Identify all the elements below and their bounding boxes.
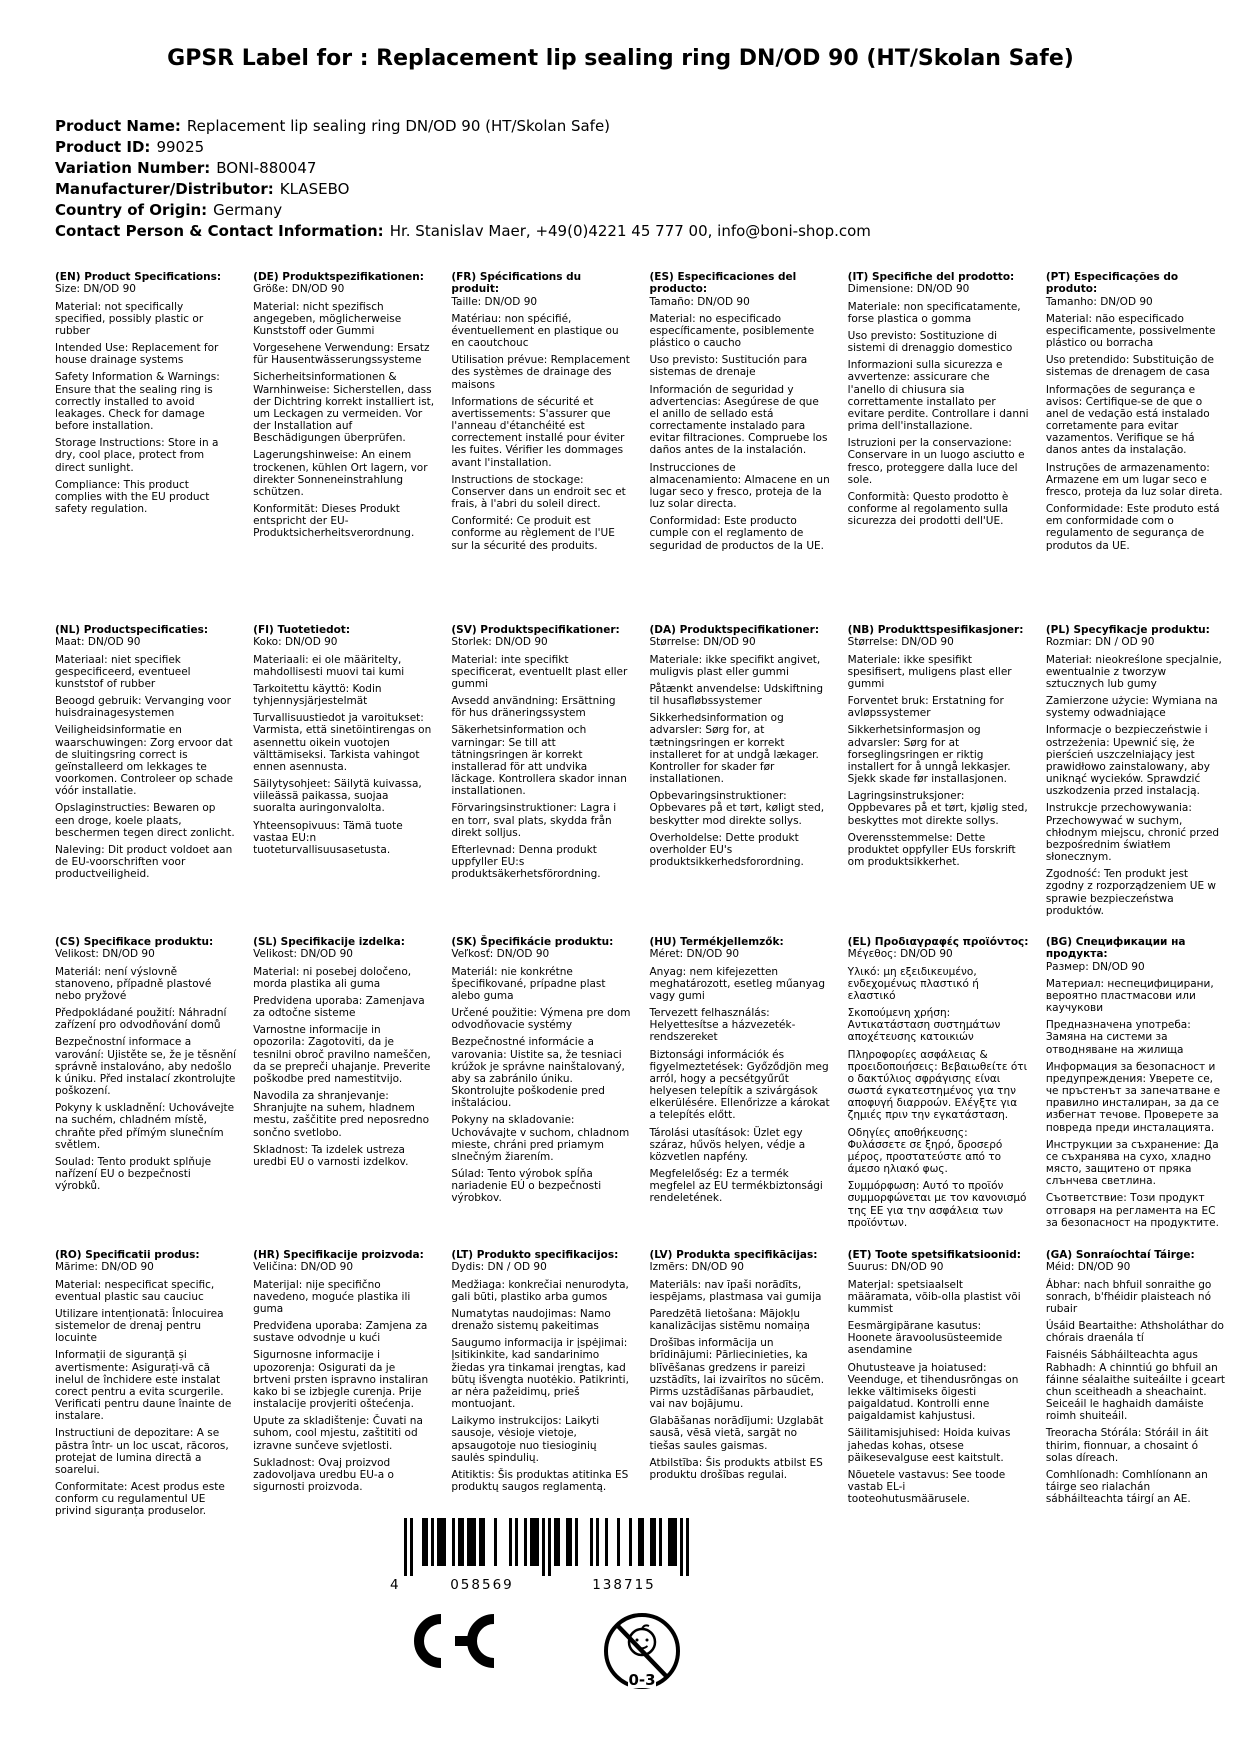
spec-paragraph: Tarkoitettu käyttö: Kodin tyhjennysjärjestelmät [253, 682, 382, 708]
product-info-label: Manufacturer/Distributor: [55, 180, 274, 199]
page-title: GPSR Label for : Replacement lip sealing ring DN/OD 90 (HT/Skolan Safe) [167, 46, 1074, 71]
spec-paragraph: Material: não especificado especificamente, possivelmente plástico ou borracha [1045, 312, 1216, 350]
spec-paragraph: Yhteensopivuus: Tämä tuote vastaa EU:n tuoteturvallisuusasetusta. [253, 819, 403, 856]
spec-paragraph: Lagringsinstruksjoner: Oppbevares på et tørt, kjølig sted, beskyttes mot direkte sollys. [847, 790, 1028, 827]
language-block-body [650, 296, 831, 552]
language-block [253, 271, 438, 539]
language-block-header: (DA) Produktspecifikationer: [649, 624, 820, 637]
language-block-header: (EN) Product Specifications: [55, 271, 222, 284]
language-block [451, 271, 636, 552]
spec-paragraph: Instructiuni de depozitare: A se păstra într- un loc uscat, răcoros, protejat de lumina directă a soarelui. [55, 1427, 229, 1476]
product-info-value: BONI-880047 [216, 159, 317, 178]
spec-paragraph: Faisnéis Sábháilteachta agus Rabhadh: A chinntiú go bhfuil an fáinne séalaithe suiteáilte i gceart chun sceitheadh a sheachaint. Seiceáil le haghaidh damáiste roimh shuiteáil. [1045, 1349, 1226, 1423]
spec-paragraph: Megfelelőség: Ez a termék megfelel az EU termékbiztonsági rendeletének. [649, 1168, 823, 1205]
spec-paragraph: Инструкции за съхранение: Да се съхранява на сухо, хладно място, защитено от пряка слънчева светлина. [1045, 1138, 1219, 1188]
spec-paragraph: Material: inte specifikt specificerat, eventuellt plast eller gummi [451, 653, 628, 690]
product-info-block [55, 116, 1241, 242]
barcode-bars-icon [404, 1518, 690, 1576]
product-info-label: Country of Origin: [55, 201, 208, 220]
spec-paragraph: Materiale: non specificatamente, forse plastica o gomma [847, 300, 1021, 325]
spec-paragraph: Predviđena uporaba: Zamjena za sustave odvodnje u kući [253, 1320, 428, 1345]
spec-paragraph: Uso previsto: Sustitución para sistemas de drenaje [649, 354, 808, 379]
language-block-body [848, 1261, 1029, 1505]
language-block [253, 1249, 438, 1493]
spec-paragraph: Materiał: nieokreślone specjalnie, ewentualnie z tworzyw sztucznych lub gumy [1045, 653, 1222, 690]
spec-paragraph: Storage Instructions: Store in a dry, cool place, protect from direct sunlight. [55, 437, 219, 474]
language-block [848, 624, 1033, 868]
product-info-label: Product ID: [55, 138, 151, 157]
spec-paragraph: Velikost: DN/OD 90 [253, 948, 353, 961]
product-info-row [55, 200, 1241, 221]
spec-paragraph: Förvaringsinstruktioner: Lagra i en torr, sval plats, skydda från direkt solljus. [451, 802, 617, 839]
spec-paragraph: Istruzioni per la conservazione: Conservare in un luogo asciutto e fresco, proteggere dalla luce del sole. [847, 437, 1025, 486]
spec-paragraph: Bezpečnostní informace a varování: Ujistěte se, že je těsnění správně instalováno, aby nedošlo k úniku. Před instalací zkontrolujte poškození. [55, 1036, 237, 1098]
spec-paragraph: Biztonsági információk és figyelmeztetések: Győződjön meg arról, hogy a pecsétgyűrűt helyesen telepítik a szivárgások elkerülésére. Ellenőrizze a károkat a telepítés előtt. [649, 1048, 830, 1122]
spec-paragraph: Beoogd gebruik: Vervanging voor huisdrainagesystemen [55, 695, 231, 720]
spec-paragraph: Säilytysohjeet: Säilytä kuivassa, viileässä paikassa, suojaa suoralta auringonvalolta. [253, 778, 422, 815]
spec-paragraph: Maat: DN/OD 90 [55, 636, 141, 649]
spec-paragraph: Koko: DN/OD 90 [253, 636, 338, 649]
language-block [451, 1249, 636, 1493]
spec-paragraph: Sikkerhedsinformation og advarsler: Sørg for, at tætningsringen er korrekt installeret for at undgå lækager. Kontroller for skader før installationen. [649, 712, 819, 786]
language-block-header: (FI) Tuotetiedot: [253, 624, 351, 637]
spec-paragraph: Instrukcje przechowywania: Przechowywać w suchym, chłodnym miejscu, chronić przed bezpośrednim światłem słonecznym. [1045, 802, 1220, 864]
spec-paragraph: Conformité: Ce produit est conforme au règlement de l'UE sur la sécurité des produits. [451, 515, 615, 552]
language-block-header: (SK) Špecifikácie produktu: [451, 936, 614, 949]
language-block [55, 624, 240, 880]
spec-paragraph: Efterlevnad: Denna produkt uppfyller EU:s produktsäkerhetsförordning. [451, 843, 601, 881]
language-block [1046, 1249, 1231, 1505]
spec-paragraph: Veličina: DN/OD 90 [253, 1261, 353, 1274]
language-block-body [253, 948, 434, 1168]
spec-paragraph: Atbilstība: Šis produkts atbilst ES produktu drošības regulai. [649, 1456, 823, 1481]
product-info-value: Replacement lip sealing ring DN/OD 90 (HT/Skolan Safe) [186, 117, 611, 136]
spec-paragraph: Medžiaga: konkrečiai nenurodyta, gali būti, plastiko arba gumos [451, 1278, 629, 1303]
language-row-4 [55, 1249, 1231, 1517]
spec-paragraph: Varnostne informacije in opozorila: Zagotoviti, da je tesnilni obroč pravilno nameščen, da se prepreči uhajanje. Preverite poškodbe pred namestitvijo. [253, 1024, 431, 1085]
language-row-2 [55, 624, 1231, 936]
language-block [1046, 936, 1231, 1229]
spec-paragraph: Ohutusteave ja hoiatused: Veenduge, et tihendusrõngas on lekke vältimiseks õigesti paigaldatud. Kontrolli enne paigaldamist kahjustusi. [847, 1361, 1019, 1423]
spec-paragraph: Sicherheitsinformationen & Warnhinweise: Sicherstellen, dass der Dichtring korrekt installiert ist, um Leckagen zu vermeiden. Vor der Installation auf Beschädigungen überprüfen. [253, 371, 435, 445]
spec-paragraph: Материал: неспецифицирани, вероятно пластмасови или каучукови [1045, 977, 1214, 1015]
product-info-label: Variation Number: [55, 159, 211, 178]
spec-paragraph: Úsáid Beartaithe: Athsholáthar do chórais draenála tí [1045, 1320, 1224, 1345]
language-block [451, 936, 636, 1204]
spec-paragraph: Materiál: nie konkrétne špecifikované, prípadne plast alebo guma [451, 965, 606, 1002]
spec-paragraph: Opbevaringsinstruktioner: Opbevares på et tørt, køligt sted, beskytter mod direkte sollys. [649, 790, 825, 827]
language-block-body [848, 283, 1029, 527]
spec-paragraph: Informations de sécurité et avertissements: S'assurer que l'anneau d'étanchéité est correctement installé pour éviter les fuites. Vérifier les dommages avant l'installation. [451, 395, 625, 469]
spec-paragraph: Storlek: DN/OD 90 [451, 636, 548, 649]
language-block-header: (EL) Προδιαγραφές προϊόντος: [847, 936, 1029, 949]
language-block [253, 936, 438, 1168]
spec-paragraph: Mărime: DN/OD 90 [55, 1261, 154, 1274]
spec-paragraph: Conformità: Questo prodotto è conforme al regolamento sulla sicurezza dei prodotti dell'UE. [847, 490, 1009, 528]
age-warning-text: 0-3 [628, 1670, 656, 1689]
spec-paragraph: Skladnost: Ta izdelek ustreza uredbi EU o varnosti izdelkov. [253, 1143, 409, 1168]
language-block-header: (BG) Спецификации на продукта: [1045, 936, 1186, 961]
language-grid [55, 271, 1231, 1517]
spec-paragraph: Pokyny k uskladnění: Uchovávejte na suchém, chladném místě, chraňte před přímým slunečním světlem. [55, 1102, 235, 1151]
language-block [1046, 271, 1231, 552]
spec-paragraph: Conformidade: Este produto está em conformidade com o regulamento de segurança de produtos da UE. [1045, 503, 1220, 552]
language-block-header: (PT) Especificações do produto: [1045, 271, 1179, 296]
language-block [55, 1249, 240, 1517]
spec-paragraph: Instruções de armazenamento: Armazene em um lugar seco e fresco, proteja da luz solar direta. [1045, 461, 1223, 498]
spec-paragraph: Materjal: spetsiaalselt määramata, võib-olla plastist või kummist [847, 1278, 1021, 1315]
language-block-header: (FR) Spécifications du produit: [451, 271, 582, 296]
language-block-header: (NL) Productspecificaties: [55, 624, 209, 637]
spec-paragraph: Sigurnosne informacije i upozorenja: Osigurati da je brtveni prsten ispravno instaliran kako bi se izbjegle curenja. Prije instalacije provjeriti oštećenja. [253, 1349, 429, 1411]
spec-paragraph: Velikost: DN/OD 90 [55, 948, 155, 961]
spec-paragraph: Zgodność: Ten produkt jest zgodny z rozporządzeniem UE w sprawie bezpieczeństwa produktów. [1045, 868, 1217, 917]
spec-paragraph: Uso pretendido: Substituição de sistemas de drenagem de casa [1045, 354, 1215, 379]
spec-paragraph: Bezpečnostné informácie a varovania: Uistite sa, že tesniaci krúžok je správne nainštalovaný, aby sa zabránilo úniku. Skontrolujte poškodenie pred inštaláciou. [451, 1036, 625, 1110]
spec-paragraph: Upute za skladištenje: Čuvati na suhom, cool mjestu, zaštititi od izravne sunčeve svjetlosti. [253, 1415, 423, 1452]
spec-paragraph: Méret: DN/OD 90 [649, 948, 740, 961]
spec-paragraph: Dimensione: DN/OD 90 [847, 283, 970, 296]
spec-paragraph: Utilizare intenționată: Înlocuirea sistemelor de drenaj pentru locuinte [55, 1307, 224, 1345]
spec-paragraph: Μέγεθος: DN/OD 90 [847, 948, 953, 961]
product-info-value: Germany [213, 201, 283, 220]
spec-paragraph: Σκοπούμενη χρήση: Αντικατάσταση συστημάτων αποχέτευσης κατοικιών [847, 1007, 1001, 1044]
language-block-header: (GA) Sonraíochtaí Táirge: [1045, 1249, 1195, 1262]
spec-paragraph: Ábhar: nach bhfuil sonraithe go sonrach, b'fhéidir plaisteach nó rubair [1045, 1278, 1212, 1315]
spec-paragraph: Zamierzone użycie: Wymiana na systemy odwadniające [1045, 695, 1218, 720]
spec-paragraph: Suurus: DN/OD 90 [847, 1261, 944, 1274]
language-block-body [253, 636, 434, 856]
language-block [650, 271, 835, 552]
spec-paragraph: Conformidad: Este producto cumple con el reglamento de seguridad de productos de la UE. [649, 515, 824, 552]
language-block-header: (NB) Produkttspesifikasjoner: [847, 624, 1024, 637]
spec-paragraph: Materiaali: ei ole määritelty, mahdollisesti muovi tai kumi [253, 653, 405, 678]
spec-paragraph: Συμμόρφωση: Αυτό το προϊόν συμμορφώνεται με τον κανονισμό της ΕΕ για την ασφάλεια των προϊόντων. [847, 1180, 1027, 1229]
language-block-body [253, 1261, 434, 1493]
language-block [650, 1249, 835, 1481]
spec-paragraph: Compliance: This product complies with the EU product safety regulation. [55, 478, 210, 516]
language-block [848, 271, 1033, 527]
spec-paragraph: Πληροφορίες ασφάλειας & προειδοποιήσεις: Βεβαιωθείτε ότι ο δακτύλιος σφράγισης είναι σωστά εγκατεστημένος για την αποφυγή διαρροών. Ελέγξτε για ζημιές πριν την εγκατάσταση. [847, 1048, 1028, 1122]
spec-paragraph: Påtænkt anvendelse: Udskiftning til husafløbssystemer [649, 682, 824, 708]
language-block-body [55, 1261, 236, 1517]
spec-paragraph: Veľkosť: DN/OD 90 [451, 948, 550, 961]
language-block [253, 624, 438, 856]
spec-paragraph: Turvallisuustiedot ja varoitukset: Varmista, että sinetöintirengas on asennettu oikein vuotojen välttämiseksi. Tarkista vahingot ennen asennusta. [253, 712, 432, 773]
spec-paragraph: Съответствие: Този продукт отговаря на регламента на ЕС за безопасност на продуктите. [1045, 1192, 1219, 1229]
language-block-body [650, 636, 831, 868]
product-info-value: 99025 [156, 138, 205, 157]
spec-paragraph: Предназначена употреба: Замяна на системи за отводняване на жилища [1045, 1019, 1191, 1056]
product-info-row [55, 221, 1241, 242]
spec-paragraph: Izmērs: DN/OD 90 [649, 1261, 744, 1274]
spec-paragraph: Konformität: Dieses Produkt entspricht der EU-Produktsicherheitsverordnung. [253, 503, 415, 540]
language-block-body [1046, 961, 1227, 1229]
spec-paragraph: Overholdelse: Dette produkt overholder EU's produktsikkerhedsforordning. [649, 831, 804, 869]
spec-paragraph: Laikymo instrukcijos: Laikyti sausoje, vėsioje vietoje, apsaugotoje nuo tiesioginių saulės spindulių. [451, 1415, 600, 1464]
product-info-label: Product Name: [55, 117, 181, 136]
spec-paragraph: Veiligheidsinformatie en waarschuwingen: Zorg ervoor dat de sluitingsring correct is geïnstalleerd om lekkages te voorkomen. Controleer op schade vóór installatie. [55, 724, 233, 798]
language-block-body [1046, 296, 1227, 552]
language-block-body [650, 1261, 831, 1481]
language-block-body [451, 948, 632, 1204]
language-block-body [848, 948, 1029, 1229]
compliance-symbols [402, 1610, 1241, 1696]
spec-paragraph: Material: no especificado específicamente, posiblemente plástico o caucho [649, 312, 815, 350]
language-block-body [55, 636, 236, 880]
spec-paragraph: Materiāls: nav īpaši norādīts, iespējams, plastmasa vai gumija [649, 1278, 822, 1303]
language-row-1 [55, 271, 1231, 624]
spec-paragraph: Overensstemmelse: Dette produktet oppfyller EUs forskrift om produktsikkerhet. [847, 831, 1016, 869]
spec-paragraph: Vorgesehene Verwendung: Ersatz für Hausentwässerungssysteme [253, 342, 430, 367]
barcode-first-digit: 4 [390, 1576, 399, 1593]
language-block-body [1046, 1261, 1227, 1505]
spec-paragraph: Materiale: ikke spesifikt spesifisert, muligens plast eller gummi [847, 653, 1012, 690]
language-block-header: (SV) Produktspecifikationer: [451, 624, 620, 637]
spec-paragraph: Informazioni sulla sicurezza e avvertenze: assicurare che l'anello di chiusura sia correttamente installato per evitare perdite. Controllare i danni prima dell'installazione. [847, 359, 1029, 433]
language-block [1046, 624, 1231, 917]
spec-paragraph: Avsedd användning: Ersättning för hus dräneringssystem [451, 695, 616, 720]
spec-paragraph: Rozmiar: DN / OD 90 [1045, 636, 1155, 649]
spec-paragraph: Size: DN/OD 90 [55, 283, 136, 296]
language-block [55, 271, 240, 515]
language-block-body [451, 636, 632, 880]
spec-paragraph: Informații de siguranță și avertismente: Asigurați-vă că inelul de închidere este instalat corect pentru a evita scurgerile. Verificati pentru daune înainte de instalare. [55, 1349, 232, 1423]
spec-paragraph: Informacje o bezpieczeństwie i ostrzeżenia: Upewnić się, że pierścień uszczelniający jest prawidłowo zainstalowany, aby uniknąć wycieków. Sprawdzić uszkodzenia przed instalacją. [1045, 724, 1210, 798]
spec-paragraph: Material: ni posebej določeno, morda plastika ali guma [253, 965, 412, 990]
spec-paragraph: Numatytas naudojimas: Namo drenažo sistemų pakeitimas [451, 1307, 611, 1333]
spec-paragraph: Tamanho: DN/OD 90 [1045, 295, 1153, 308]
spec-paragraph: Opslaginstructies: Bewaren op een droge, koele plaats, beschermen tegen direct zonlicht. [55, 802, 235, 839]
barcode-group-2: 138715 [592, 1576, 656, 1593]
spec-paragraph: Størrelse: DN/OD 90 [847, 636, 954, 649]
spec-paragraph: Material: nicht spezifisch angegeben, möglicherweise Kunststoff oder Gummi [253, 300, 402, 337]
spec-paragraph: Súlad: Tento výrobok spĺňa nariadenie EÚ o bezpečnosti výrobkov. [451, 1168, 602, 1205]
spec-paragraph: Intended Use: Replacement for house drainage systems [55, 342, 219, 367]
spec-paragraph: Υλικό: μη εξειδικευμένο, ενδεχομένως πλαστικό ή ελαστικό [847, 965, 979, 1002]
spec-paragraph: Οδηγίες αποθήκευσης: Φυλάσσετε σε ξηρό, δροσερό μέρος, προστατεύστε από το άμεσο ηλιακό φως. [847, 1126, 1003, 1176]
product-info-row [55, 158, 1241, 179]
language-block-header: (IT) Specifiche del prodotto: [847, 271, 1015, 284]
spec-paragraph: Eesmärgipärane kasutus: Hoonete äravoolusüsteemide asendamine [847, 1320, 1003, 1357]
language-block-header: (CS) Specifikace produktu: [55, 936, 214, 949]
language-block-header: (HU) Termékjellemzők: [649, 936, 784, 949]
spec-paragraph: Säkerhetsinformation och varningar: Se till att tätningsringen är korrekt installerad för att undvika läckage. Kontrollera skador innan installationen. [451, 724, 627, 798]
language-block-header: (PL) Specyfikacje produktu: [1045, 624, 1210, 637]
spec-paragraph: Drošības informācija un brīdinājumi: Pārliecinieties, ka blīvēšanas gredzens ir pareizi uzstādīts, lai izvairītos no sūcēm. Pirms uzstādīšanas pārbaudiet, vai nav bojājumu. [649, 1337, 825, 1411]
language-block [650, 936, 835, 1204]
language-block-header: (LV) Produkta specifikācijas: [649, 1249, 818, 1262]
language-block-body [253, 283, 434, 539]
spec-paragraph: Material: not specifically specified, possibly plastic or rubber [55, 300, 204, 337]
language-block-header: (HR) Specifikacije proizvoda: [253, 1249, 424, 1262]
product-info-row [55, 179, 1241, 200]
spec-paragraph: Paredzētā lietošana: Mājokļu kanalizācijas sistēmu nomaiņa [649, 1307, 810, 1333]
spec-paragraph: Pokyny na skladovanie: Uchovávajte v suchom, chladnom mieste, chráni pred priamym slnečným žiarením. [451, 1114, 630, 1163]
spec-paragraph: Určené použitie: Výmena pre dom odvodňovacie systémy [451, 1007, 631, 1032]
spec-paragraph: Dydis: DN / OD 90 [451, 1261, 547, 1274]
spec-paragraph: Méid: DN/OD 90 [1045, 1261, 1131, 1274]
language-block-header: (RO) Specificatii produs: [55, 1249, 200, 1262]
spec-paragraph: Safety Information & Warnings: Ensure that the sealing ring is correctly installed to avoid leakages. Check for damage before installation. [55, 371, 220, 433]
spec-paragraph: Størrelse: DN/OD 90 [649, 636, 756, 649]
product-info-value: KLASEBO [279, 180, 350, 199]
spec-paragraph: Utilisation prévue: Remplacement des systèmes de drainage des maisons [451, 354, 630, 391]
spec-paragraph: Tárolási utasítások: Üzlet egy száraz, hűvös helyen, védje a közvetlen napfény. [649, 1126, 806, 1163]
language-block-body [55, 283, 236, 515]
language-block-header: (SL) Specifikacije izdelka: [253, 936, 405, 949]
language-block-body [451, 1261, 632, 1493]
language-block-body [451, 296, 632, 552]
spec-paragraph: Säilitamisjuhised: Hoida kuivas jahedas kohas, otsese päikesevalguse eest kaitstult. [847, 1427, 1011, 1464]
spec-paragraph: Tamaño: DN/OD 90 [649, 295, 750, 308]
spec-paragraph: Navodila za shranjevanje: Shranjujte na suhem, hladnem mestu, zaščitite pred neposredno sončno svetlobo. [253, 1090, 429, 1139]
spec-paragraph: Materiaal: niet specifiek gespecificeerd, eventueel kunststof of rubber [55, 653, 191, 690]
spec-paragraph: Saugumo informacija ir įspėjimai: Įsitikinkite, kad sandarinimo žiedas yra tinkamai įrengtas, kad būtų išvengta nuotėkio. Patikrinti, ar nėra pažeidimų, prieš montuojant. [451, 1337, 629, 1411]
product-info-row [55, 137, 1241, 158]
spec-paragraph: Materijal: nije specifično navedeno, moguće plastika ili guma [253, 1278, 411, 1315]
language-block [848, 1249, 1033, 1505]
spec-paragraph: Sikkerhetsinformasjon og advarsler: Sørg for at forseglingsringen er riktig installert for å unngå lekkasjer. Sjekk skade før installasjonen. [847, 724, 1011, 786]
ce-mark-icon [402, 1610, 504, 1672]
spec-paragraph: Atitiktis: Šis produktas atitinka ES produktų saugos reglamentą. [451, 1468, 629, 1494]
spec-paragraph: Conformitate: Acest produs este conform cu regulamentul UE privind siguranța produselor. [55, 1481, 225, 1518]
language-block-header: (LT) Produkto specifikacijos: [451, 1249, 619, 1262]
spec-paragraph: Předpokládané použití: Náhradní zařízení pro odvodňování domů [55, 1007, 227, 1032]
language-block-body [650, 948, 831, 1204]
spec-paragraph: Matériau: non spécifié, éventuellement en plastique ou en caoutchouc [451, 312, 619, 350]
barcode-digits [390, 1577, 690, 1594]
spec-paragraph: Размер: DN/OD 90 [1045, 960, 1145, 973]
spec-paragraph: Uso previsto: Sostituzione di sistemi di drenaggio domestico [847, 329, 1013, 355]
spec-paragraph: Materiál: není výslovně stanoveno, případně plastové nebo pryžové [55, 965, 212, 1002]
spec-paragraph: Comhlíonadh: Comhlíonann an táirge seo rialachán sábháilteachta táirgí an AE. [1045, 1468, 1208, 1506]
spec-paragraph: Taille: DN/OD 90 [451, 295, 538, 308]
spec-paragraph: Instructions de stockage: Conserver dans un endroit sec et frais, à l'abri du soleil direct. [451, 473, 626, 511]
language-block [55, 936, 240, 1192]
spec-paragraph: Materiale: ikke specifikt angivet, muligvis plast eller gummi [649, 653, 821, 678]
product-info-row [55, 116, 1241, 137]
product-info-label: Contact Person & Contact Information: [55, 222, 384, 241]
spec-paragraph: Treoracha Stórála: Stóráil in áit thirim, fionnuar, a chosaint ó solas díreach. [1045, 1427, 1209, 1464]
age-warning-0-3-icon [600, 1610, 684, 1696]
language-block-body [848, 636, 1029, 868]
language-block-body [1046, 636, 1227, 917]
spec-paragraph: Sukladnost: Ovaj proizvod zadovoljava uredbu EU-a o sigurnosti proizvoda. [253, 1456, 394, 1494]
spec-paragraph: Informações de segurança e avisos: Certifique-se de que o anel de vedação está instalado corretamente para evitar vazamentos. Verifique se há danos antes da instalação. [1045, 383, 1210, 457]
product-info-value: Hr. Stanislav Maer, +49(0)4221 45 777 00, info@boni-shop.com [389, 222, 871, 241]
spec-paragraph: Anyag: nem kifejezetten meghatározott, esetleg műanyag vagy gumi [649, 965, 826, 1002]
spec-paragraph: Instrucciones de almacenamiento: Almacene en un lugar seco y fresco, proteja de la luz solar directa. [649, 461, 830, 511]
spec-paragraph: Größe: DN/OD 90 [253, 283, 345, 296]
spec-paragraph: Soulad: Tento produkt splňuje nařízení EU o bezpečnosti výrobků. [55, 1155, 212, 1193]
spec-paragraph: Lagerungshinweise: An einem trockenen, kühlen Ort lagern, vor direkter Sonneneinstrahlung schützen. [253, 449, 428, 498]
spec-paragraph: Forventet bruk: Erstatning for avløpssystemer [847, 695, 1004, 720]
language-block-header: (ES) Especificaciones del producto: [649, 271, 797, 296]
language-block-body [55, 948, 236, 1192]
ean-barcode [390, 1518, 690, 1594]
spec-paragraph: Информация за безопасност и предупреждения: Уверете се, че пръстенът за запечатване е правилно инсталиран, за да се избегнат течове. Проверете за повреда преди инсталацията. [1045, 1060, 1221, 1134]
language-block [451, 624, 636, 880]
spec-paragraph: Predvidena uporaba: Zamenjava za odtočne sisteme [253, 994, 425, 1020]
language-block-header: (ET) Toote spetsifikatsioonid: [847, 1249, 1021, 1262]
language-block-header: (DE) Produktspezifikationen: [253, 271, 424, 284]
spec-paragraph: Tervezett felhasználás: Helyettesítse a házvezeték-rendszereket [649, 1007, 796, 1044]
spec-paragraph: Glabāšanas norādījumi: Uzglabāt sausā, vēsā vietā, sargāt no tiešas saules gaismas. [649, 1415, 824, 1452]
language-row-3 [55, 936, 1231, 1249]
spec-paragraph: Información de seguridad y advertencias: Asegúrese de que el anillo de sellado está correctamente instalado para evitar filtraciones. Compruebe los daños antes de la instalación. [649, 383, 828, 457]
barcode-group-1: 058569 [450, 1576, 514, 1593]
language-block [650, 624, 835, 868]
spec-paragraph: Material: nespecificat specific, eventual plastic sau cauciuc [55, 1278, 215, 1303]
language-block [848, 936, 1033, 1229]
spec-paragraph: Naleving: Dit product voldoet aan de EU-voorschriften voor productveiligheid. [55, 843, 233, 881]
spec-paragraph: Nõuetele vastavus: See toode vastab EL-i tooteohutusmäärusele. [847, 1468, 1006, 1506]
label-footer [390, 1518, 1241, 1696]
